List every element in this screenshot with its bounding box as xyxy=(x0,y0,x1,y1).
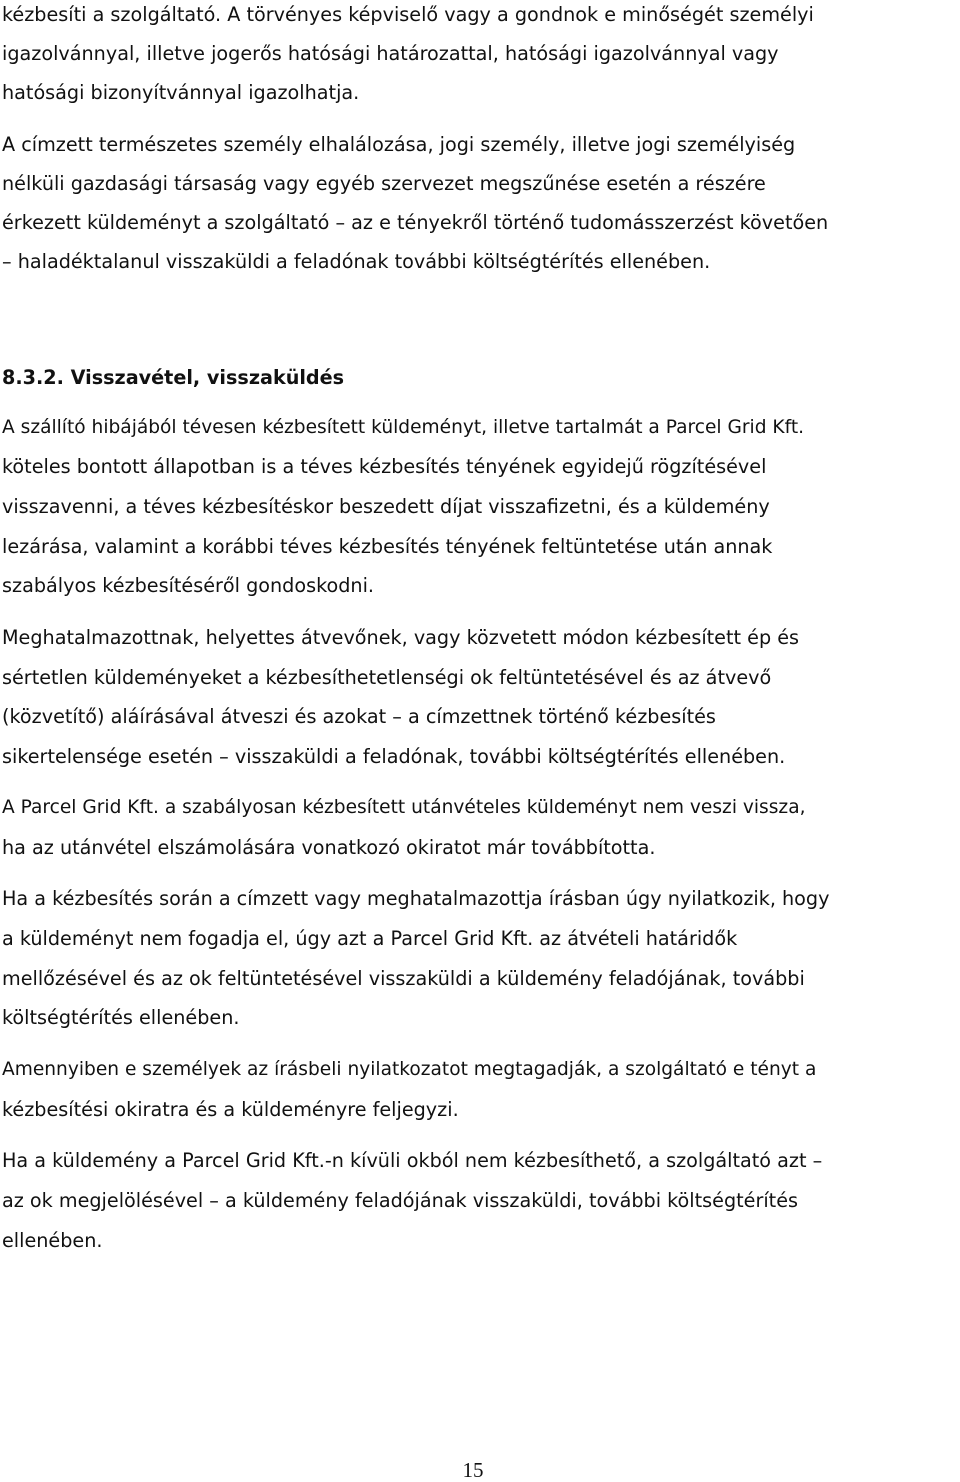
paragraph-6-line-3: mellőzésével és az ok feltüntetésével visszaküldi a küldemény feladójának, további xyxy=(2,967,805,990)
paragraph-3-line-2: köteles bontott állapotban is a téves kézbesítés tényének egyidejű rögzítésével xyxy=(2,455,767,478)
paragraph-3-line-3: visszavenni, a téves kézbesítéskor beszedett díjat visszafizetni, és a küldemény xyxy=(2,495,770,518)
paragraph-7-line-2: kézbesítési okiratra és a küldeményre feljegyzi. xyxy=(2,1098,459,1121)
paragraph-1-line-3: hatósági bizonyítvánnyal igazolhatja. xyxy=(2,81,360,104)
paragraph-6-line-2: a küldeményt nem fogadja el, úgy azt a Parcel Grid Kft. az átvételi határidők xyxy=(2,927,738,950)
paragraph-4-line-4: sikertelensége esetén – visszaküldi a feladónak, további költségtérítés ellenében. xyxy=(2,745,786,768)
paragraph-6-line-1: Ha a kézbesítés során a címzett vagy meghatalmazottja írásban úgy nyilatkozik, hogy xyxy=(2,887,830,910)
paragraph-8-line-3: ellenében. xyxy=(2,1229,103,1252)
paragraph-2-line-1: A címzett természetes személy elhalálozása, jogi személy, illetve jogi személyiség xyxy=(2,133,796,156)
paragraph-5-line-1: A Parcel Grid Kft. a szabályosan kézbesített utánvételes küldeményt nem veszi vissza, xyxy=(2,797,806,818)
paragraph-8-line-2: az ok megjelölésével – a küldemény feladójának visszaküldi, további költségtérítés xyxy=(2,1189,798,1212)
paragraph-2-line-2: nélküli gazdasági társaság vagy egyéb szervezet megszűnése esetén a részére xyxy=(2,172,766,195)
paragraph-6-line-4: költségtérítés ellenében. xyxy=(2,1006,240,1029)
paragraph-1-line-2: igazolvánnyal, illetve jogerős hatósági határozattal, hatósági igazolvánnyal vagy xyxy=(2,42,779,65)
paragraph-8-line-1: Ha a küldemény a Parcel Grid Kft.-n kívüli okból nem kézbesíthető, a szolgáltató azt – xyxy=(2,1149,823,1172)
paragraph-5-line-2: ha az utánvétel elszámolására vonatkozó okiratot már továbbította. xyxy=(2,836,656,859)
paragraph-3-line-4: lezárása, valamint a korábbi téves kézbesítés tényének feltüntetése után annak xyxy=(2,535,773,558)
page-number: 15 xyxy=(462,1458,484,1482)
paragraph-3-line-1: A szállító hibájából tévesen kézbesített küldeményt, illetve tartalmát a Parcel Grid Kft. xyxy=(2,417,805,438)
paragraph-7-line-1: Amennyiben e személyek az írásbeli nyilatkozatot megtagadják, a szolgáltató e tényt a xyxy=(2,1059,817,1080)
paragraph-3-line-5: szabályos kézbesítéséről gondoskodni. xyxy=(2,574,375,597)
section-heading: 8.3.2. Visszavétel, visszaküldés xyxy=(2,366,345,389)
paragraph-4-line-3: (közvetítő) aláírásával átveszi és azokat – a címzettnek történő kézbesítés xyxy=(2,705,716,728)
paragraph-2-line-3: érkezett küldeményt a szolgáltató – az e tényekről történő tudomásszerzést követően xyxy=(2,211,829,234)
paragraph-4-line-1: Meghatalmazottnak, helyettes átvevőnek, vagy közvetett módon kézbesített ép és xyxy=(2,626,800,649)
paragraph-1-line-1: kézbesíti a szolgáltató. A törvényes képviselő vagy a gondnok e minőségét személyi xyxy=(2,3,814,26)
paragraph-2-line-4: – haladéktalanul visszaküldi a feladónak további költségtérítés ellenében. xyxy=(2,250,711,273)
paragraph-4-line-2: sértetlen küldeményeket a kézbesíthetetlenségi ok feltüntetésével és az átvevő xyxy=(2,666,772,689)
